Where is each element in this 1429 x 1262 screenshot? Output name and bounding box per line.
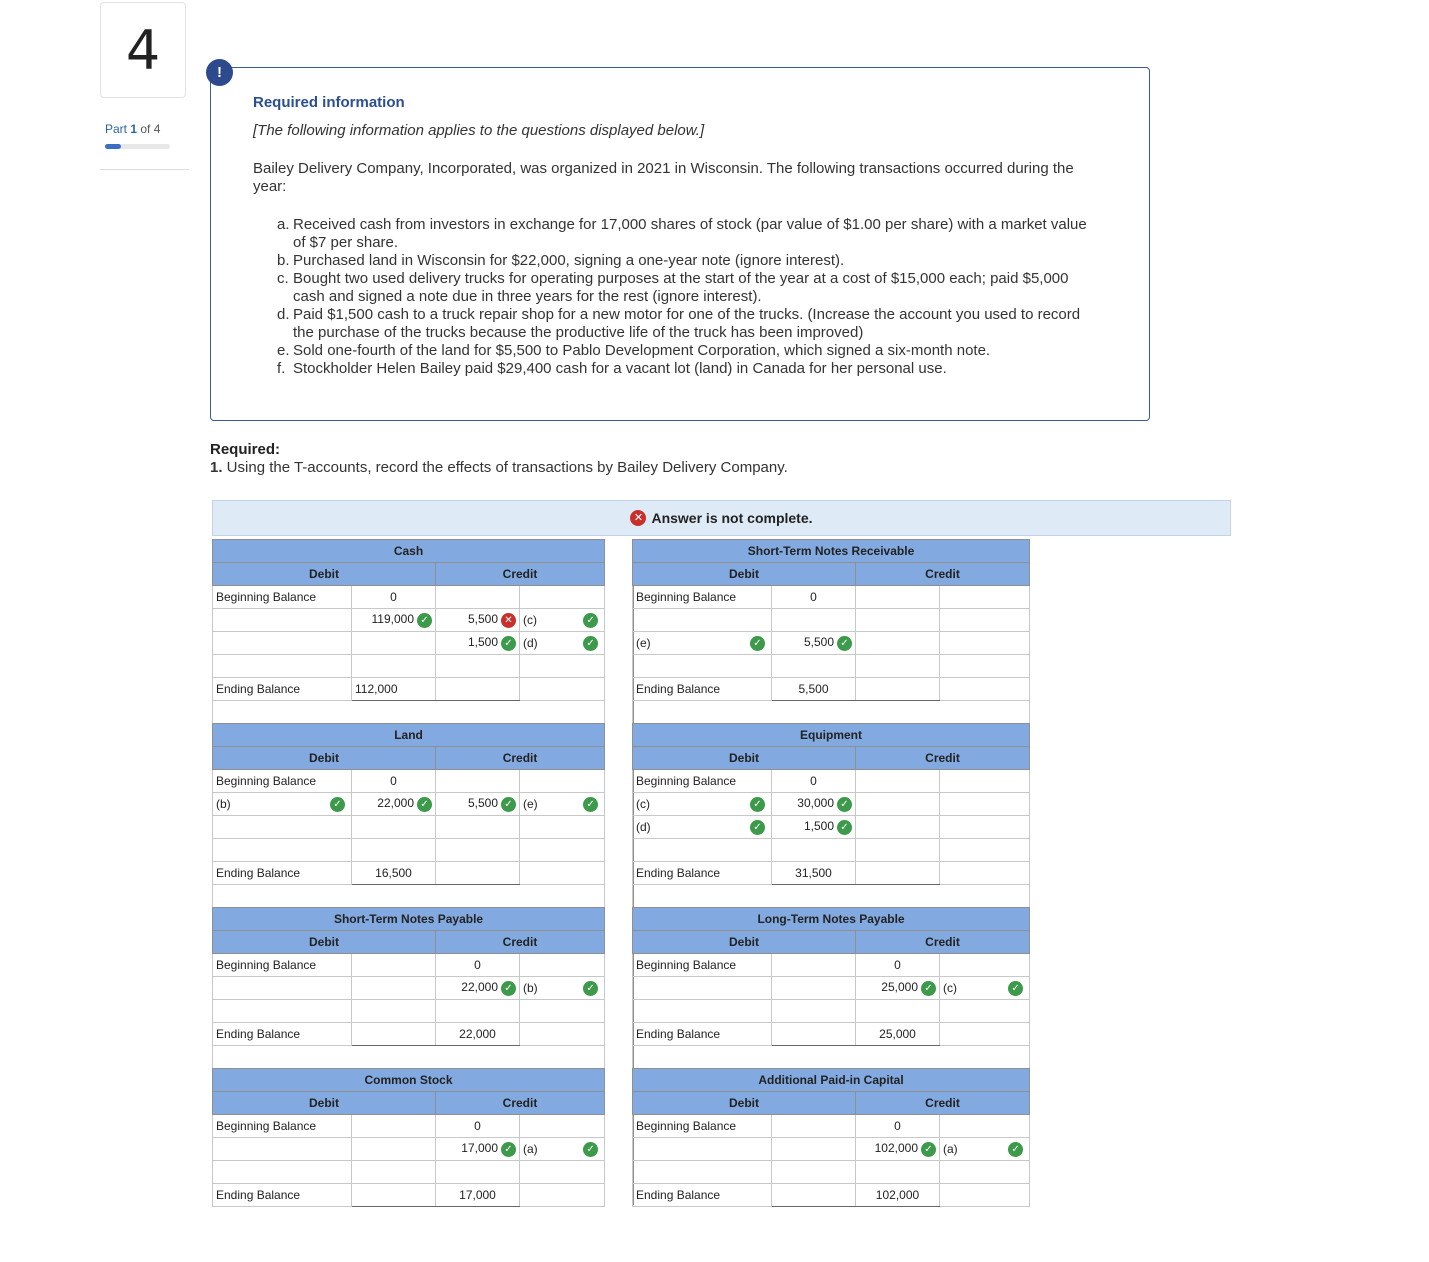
ending-balance-label: Ending Balance	[633, 1184, 772, 1207]
ref-cell[interactable]	[633, 1138, 772, 1161]
spacer-row	[633, 701, 1030, 724]
beginning-balance-label: Beginning Balance	[633, 1115, 772, 1138]
debit-value: 5,500	[803, 635, 834, 650]
debit-header: Debit	[213, 931, 436, 954]
debit-cell[interactable]	[352, 1161, 436, 1184]
check-icon: ✓	[1008, 981, 1023, 996]
beginning-balance-label: Beginning Balance	[213, 1115, 352, 1138]
credit-cell[interactable]	[856, 839, 940, 862]
t-account-cash	[212, 539, 605, 724]
check-icon: ✓	[837, 820, 852, 835]
ref-cell[interactable]	[633, 1161, 772, 1184]
ref-cell[interactable]	[940, 655, 1030, 678]
check-icon: ✓	[501, 981, 516, 996]
debit-value: 30,000	[797, 796, 834, 811]
part-progress-fill	[105, 144, 121, 149]
credit-value: 102,000	[874, 1141, 918, 1156]
required-heading: Required:	[210, 441, 281, 458]
required-item-number: 1.	[210, 459, 223, 476]
blank-cell	[520, 862, 605, 885]
credit-cell[interactable]	[436, 632, 520, 655]
debit-cell[interactable]	[772, 1115, 856, 1138]
credit-cell[interactable]	[856, 655, 940, 678]
credit-cell[interactable]	[436, 770, 520, 793]
ref-value: (a)	[523, 1141, 538, 1156]
t-account-common-stock	[212, 1068, 605, 1207]
spacer-row	[213, 885, 605, 908]
txn-text: Purchased land in Wisconsin for $22,000, signing a one-year note (ignore interest).	[293, 252, 845, 269]
beginning-balance-label: Beginning Balance	[633, 770, 772, 793]
ending-balance-credit	[856, 862, 940, 885]
credit-header: Credit	[856, 931, 1030, 954]
ref-cell[interactable]	[940, 1115, 1030, 1138]
ref-cell[interactable]	[940, 954, 1030, 977]
debit-cell[interactable]	[352, 793, 436, 816]
spacer-row	[633, 885, 1030, 908]
credit-cell[interactable]	[436, 586, 520, 609]
ending-balance-credit	[856, 678, 940, 701]
ref-cell[interactable]	[940, 1000, 1030, 1023]
left-divider	[100, 169, 189, 170]
check-icon: ✓	[921, 1142, 936, 1157]
ending-balance-debit: 5,500	[772, 678, 856, 701]
ref-cell[interactable]	[520, 977, 605, 1000]
ending-balance-credit: 102,000	[856, 1184, 940, 1207]
ref-cell[interactable]	[520, 770, 605, 793]
ending-balance-debit	[352, 1023, 436, 1046]
ref-value: (c)	[943, 980, 957, 995]
debit-cell[interactable]	[352, 609, 436, 632]
account-title: Cash	[213, 540, 605, 563]
ref-cell[interactable]	[213, 609, 352, 632]
ref-value: (c)	[636, 796, 650, 811]
ref-cell[interactable]	[633, 1000, 772, 1023]
debit-cell[interactable]	[352, 632, 436, 655]
ref-cell[interactable]	[520, 1115, 605, 1138]
check-icon: ✓	[750, 820, 765, 835]
credit-cell[interactable]	[856, 609, 940, 632]
ref-cell[interactable]	[213, 632, 352, 655]
check-icon: ✓	[750, 797, 765, 812]
debit-cell[interactable]	[772, 954, 856, 977]
ref-value: (a)	[943, 1141, 958, 1156]
credit-header: Credit	[436, 1092, 605, 1115]
credit-cell[interactable]	[436, 1138, 520, 1161]
check-icon: ✓	[921, 981, 936, 996]
account-title: Common Stock	[213, 1069, 605, 1092]
ref-cell[interactable]	[520, 816, 605, 839]
ref-cell[interactable]	[940, 1138, 1030, 1161]
debit-cell[interactable]	[772, 793, 856, 816]
ending-balance-credit	[436, 862, 520, 885]
ref-cell[interactable]	[940, 586, 1030, 609]
credit-cell[interactable]	[856, 1161, 940, 1184]
credit-cell[interactable]	[856, 1138, 940, 1161]
alert-icon: !	[206, 59, 233, 86]
account-title: Land	[213, 724, 605, 747]
ref-cell[interactable]	[520, 1000, 605, 1023]
txn-letter: d.	[277, 306, 290, 323]
ref-cell[interactable]	[520, 954, 605, 977]
ref-cell[interactable]	[633, 793, 772, 816]
debit-header: Debit	[633, 931, 856, 954]
account-title: Long-Term Notes Payable	[633, 908, 1030, 931]
ref-cell[interactable]	[520, 1138, 605, 1161]
beginning-balance-label: Beginning Balance	[633, 586, 772, 609]
blank-cell	[940, 1023, 1030, 1046]
debit-value: 1,500	[803, 819, 834, 834]
ending-balance-debit	[772, 1023, 856, 1046]
debit-cell[interactable]	[772, 839, 856, 862]
required-information-box	[210, 67, 1150, 421]
credit-cell[interactable]	[436, 816, 520, 839]
credit-cell[interactable]	[856, 977, 940, 1000]
blank-cell	[520, 678, 605, 701]
check-icon: ✓	[583, 797, 598, 812]
ending-balance-label: Ending Balance	[633, 862, 772, 885]
list-item	[277, 360, 1087, 378]
debit-cell[interactable]	[352, 954, 436, 977]
check-icon: ✓	[837, 636, 852, 651]
t-account-long-term-notes-payable	[632, 907, 1030, 1069]
answer-status-text: Answer is not complete.	[651, 510, 813, 526]
txn-text: Received cash from investors in exchange for 17,000 shares of stock (par value of $1.00 per share) with a market value of $7 per share.	[293, 216, 1087, 251]
check-icon: ✓	[417, 797, 432, 812]
check-icon: ✓	[750, 636, 765, 651]
ref-value: (e)	[523, 796, 538, 811]
ref-cell[interactable]	[213, 816, 352, 839]
beginning-balance-label: Beginning Balance	[213, 954, 352, 977]
info-intro: Bailey Delivery Company, Incorporated, was organized in 2021 in Wisconsin. The following transactions occurred during the year:	[253, 160, 1074, 195]
ref-cell[interactable]	[520, 586, 605, 609]
credit-cell[interactable]	[436, 839, 520, 862]
txn-letter: c.	[277, 270, 289, 287]
txn-letter: f.	[277, 360, 286, 377]
ending-balance-label: Ending Balance	[213, 1184, 352, 1207]
beginning-balance-label: Beginning Balance	[213, 586, 352, 609]
ref-cell[interactable]	[940, 609, 1030, 632]
ref-cell[interactable]	[940, 793, 1030, 816]
ref-cell[interactable]	[633, 632, 772, 655]
beginning-balance-label: Beginning Balance	[633, 954, 772, 977]
answer-status-banner	[212, 500, 1231, 536]
debit-cell[interactable]	[352, 1138, 436, 1161]
beginning-balance-credit[interactable]: 0	[856, 1115, 940, 1138]
ref-value: (e)	[636, 635, 651, 650]
blank-cell	[520, 1184, 605, 1207]
question-number: 4	[100, 2, 186, 98]
txn-letter: a.	[277, 216, 290, 233]
ref-cell[interactable]	[213, 1138, 352, 1161]
cross-icon: ✕	[501, 613, 516, 628]
ending-balance-debit: 31,500	[772, 862, 856, 885]
t-account-column-divider	[604, 539, 634, 1205]
part-indicator	[105, 122, 160, 136]
blank-cell	[940, 1184, 1030, 1207]
debit-header: Debit	[213, 1092, 436, 1115]
ref-cell[interactable]	[940, 839, 1030, 862]
credit-cell[interactable]	[856, 770, 940, 793]
required-item-text: Using the T-accounts, record the effects of transactions by Bailey Delivery Company.	[222, 459, 788, 476]
credit-header: Credit	[436, 563, 605, 586]
credit-header: Credit	[436, 931, 605, 954]
beginning-balance-debit[interactable]: 0	[772, 586, 856, 609]
debit-cell[interactable]	[772, 655, 856, 678]
txn-letter: b.	[277, 252, 290, 269]
spacer-row	[213, 701, 605, 724]
check-icon: ✓	[583, 981, 598, 996]
ending-balance-debit: 112,000	[352, 678, 436, 701]
debit-cell[interactable]	[772, 1161, 856, 1184]
ending-balance-credit: 25,000	[856, 1023, 940, 1046]
info-title: Required information	[253, 94, 405, 111]
error-icon: ✕	[630, 510, 646, 526]
ref-cell[interactable]	[213, 1000, 352, 1023]
ref-cell[interactable]	[213, 655, 352, 678]
t-account-equipment	[632, 723, 1030, 908]
t-account-land	[212, 723, 605, 908]
debit-cell[interactable]	[772, 977, 856, 1000]
ref-cell[interactable]	[520, 793, 605, 816]
ending-balance-credit	[436, 678, 520, 701]
list-item	[277, 216, 1087, 252]
ref-cell[interactable]	[520, 1161, 605, 1184]
debit-header: Debit	[633, 1092, 856, 1115]
ending-balance-label: Ending Balance	[213, 678, 352, 701]
txn-text: Paid $1,500 cash to a truck repair shop for a new motor for one of the trucks. (Increase the account you used to record the purchase of the trucks because the productive life of the truck has been improved)	[293, 306, 1081, 341]
debit-cell[interactable]	[352, 1115, 436, 1138]
credit-cell[interactable]	[436, 793, 520, 816]
debit-cell[interactable]	[352, 839, 436, 862]
debit-cell[interactable]	[772, 632, 856, 655]
list-item	[277, 342, 1087, 360]
check-icon: ✓	[417, 613, 432, 628]
check-icon: ✓	[837, 797, 852, 812]
ref-cell[interactable]	[520, 632, 605, 655]
ref-value: (b)	[216, 796, 231, 811]
part-of: of 4	[137, 122, 161, 136]
debit-value: 119,000	[371, 612, 414, 627]
credit-cell[interactable]	[856, 632, 940, 655]
credit-value: 5,500	[467, 612, 498, 627]
credit-cell[interactable]	[856, 816, 940, 839]
debit-cell[interactable]	[352, 816, 436, 839]
ref-cell[interactable]	[213, 793, 352, 816]
debit-cell[interactable]	[352, 655, 436, 678]
check-icon: ✓	[583, 636, 598, 651]
list-item	[277, 306, 1087, 342]
blank-cell	[940, 862, 1030, 885]
txn-text: Bought two used delivery trucks for operating purposes at the start of the year at a cost of $15,000 each; paid $5,000 cash and signed a note due in three years for the rest (ignore interest).	[293, 270, 1069, 305]
ref-cell[interactable]	[520, 839, 605, 862]
ref-value: (b)	[523, 980, 538, 995]
ending-balance-credit: 22,000	[436, 1023, 520, 1046]
ending-balance-label: Ending Balance	[213, 862, 352, 885]
check-icon: ✓	[583, 1142, 598, 1157]
credit-cell[interactable]	[436, 609, 520, 632]
ref-cell[interactable]	[633, 609, 772, 632]
ending-balance-debit: 16,500	[352, 862, 436, 885]
debit-value: 22,000	[377, 796, 414, 811]
list-item	[277, 270, 1087, 306]
txn-text: Stockholder Helen Bailey paid $29,400 cash for a vacant lot (land) in Canada for her personal use.	[293, 360, 947, 377]
account-title: Short-Term Notes Payable	[213, 908, 605, 931]
beginning-balance-credit[interactable]: 0	[856, 954, 940, 977]
ref-cell[interactable]	[213, 839, 352, 862]
beginning-balance-debit[interactable]: 0	[352, 586, 436, 609]
blank-cell	[940, 678, 1030, 701]
ref-cell[interactable]	[633, 655, 772, 678]
check-icon: ✓	[583, 613, 598, 628]
credit-value: 5,500	[467, 796, 498, 811]
credit-header: Credit	[856, 563, 1030, 586]
beginning-balance-credit[interactable]: 0	[436, 954, 520, 977]
ref-cell[interactable]	[940, 770, 1030, 793]
part-current: 1	[130, 122, 138, 136]
credit-value: 1,500	[467, 635, 498, 650]
t-account-short-term-notes-receivable	[632, 539, 1030, 724]
credit-cell[interactable]	[856, 793, 940, 816]
ending-balance-debit	[352, 1184, 436, 1207]
ending-balance-label: Ending Balance	[213, 1023, 352, 1046]
credit-value: 17,000	[461, 1141, 498, 1156]
ref-cell[interactable]	[520, 655, 605, 678]
debit-cell[interactable]	[772, 1138, 856, 1161]
credit-cell[interactable]	[436, 655, 520, 678]
ref-cell[interactable]	[940, 977, 1030, 1000]
txn-text: Sold one-fourth of the land for $5,500 to Pablo Development Corporation, which signed a six-month note.	[293, 342, 991, 359]
beginning-balance-label: Beginning Balance	[213, 770, 352, 793]
check-icon: ✓	[501, 1142, 516, 1157]
debit-cell[interactable]	[772, 816, 856, 839]
credit-cell[interactable]	[856, 1000, 940, 1023]
check-icon: ✓	[1008, 1142, 1023, 1157]
beginning-balance-debit[interactable]: 0	[352, 770, 436, 793]
ref-cell[interactable]	[633, 816, 772, 839]
ref-cell[interactable]	[940, 816, 1030, 839]
credit-header: Credit	[856, 1092, 1030, 1115]
list-item	[277, 252, 1087, 270]
credit-value: 22,000	[461, 980, 498, 995]
ref-cell[interactable]	[940, 632, 1030, 655]
ending-balance-debit	[772, 1184, 856, 1207]
t-account-additional-paid-in-capital	[632, 1068, 1030, 1207]
ref-value: (d)	[523, 635, 538, 650]
check-icon: ✓	[501, 636, 516, 651]
debit-header: Debit	[633, 747, 856, 770]
beginning-balance-credit[interactable]: 0	[436, 1115, 520, 1138]
required-item	[210, 459, 788, 476]
account-title: Equipment	[633, 724, 1030, 747]
txn-letter: e.	[277, 342, 290, 359]
debit-header: Debit	[213, 563, 436, 586]
credit-cell[interactable]	[856, 586, 940, 609]
ref-cell[interactable]	[213, 977, 352, 1000]
ref-cell[interactable]	[213, 1161, 352, 1184]
check-icon: ✓	[330, 797, 345, 812]
debit-cell[interactable]	[772, 1000, 856, 1023]
t-account-short-term-notes-payable	[212, 907, 605, 1069]
credit-cell[interactable]	[436, 1000, 520, 1023]
account-title: Additional Paid-in Capital	[633, 1069, 1030, 1092]
ref-cell[interactable]	[520, 609, 605, 632]
account-title: Short-Term Notes Receivable	[633, 540, 1030, 563]
debit-header: Debit	[633, 563, 856, 586]
beginning-balance-debit[interactable]: 0	[772, 770, 856, 793]
debit-cell[interactable]	[352, 977, 436, 1000]
ending-balance-credit: 17,000	[436, 1184, 520, 1207]
debit-header: Debit	[213, 747, 436, 770]
credit-cell[interactable]	[436, 1161, 520, 1184]
spacer-row	[213, 1046, 605, 1069]
spacer-row	[633, 1046, 1030, 1069]
transaction-list	[277, 216, 1087, 378]
ref-cell[interactable]	[940, 1161, 1030, 1184]
blank-cell	[520, 1023, 605, 1046]
debit-cell[interactable]	[772, 609, 856, 632]
credit-value: 25,000	[881, 980, 918, 995]
ref-value: (c)	[523, 612, 537, 627]
check-icon: ✓	[501, 797, 516, 812]
ending-balance-label: Ending Balance	[633, 1023, 772, 1046]
part-progress-bar	[105, 144, 170, 149]
ending-balance-label: Ending Balance	[633, 678, 772, 701]
ref-cell[interactable]	[633, 839, 772, 862]
credit-cell[interactable]	[436, 977, 520, 1000]
info-subtitle: [The following information applies to the questions displayed below.]	[253, 122, 705, 139]
ref-cell[interactable]	[633, 977, 772, 1000]
part-prefix: Part	[105, 122, 131, 136]
credit-header: Credit	[436, 747, 605, 770]
ref-value: (d)	[636, 819, 651, 834]
debit-cell[interactable]	[352, 1000, 436, 1023]
credit-header: Credit	[856, 747, 1030, 770]
